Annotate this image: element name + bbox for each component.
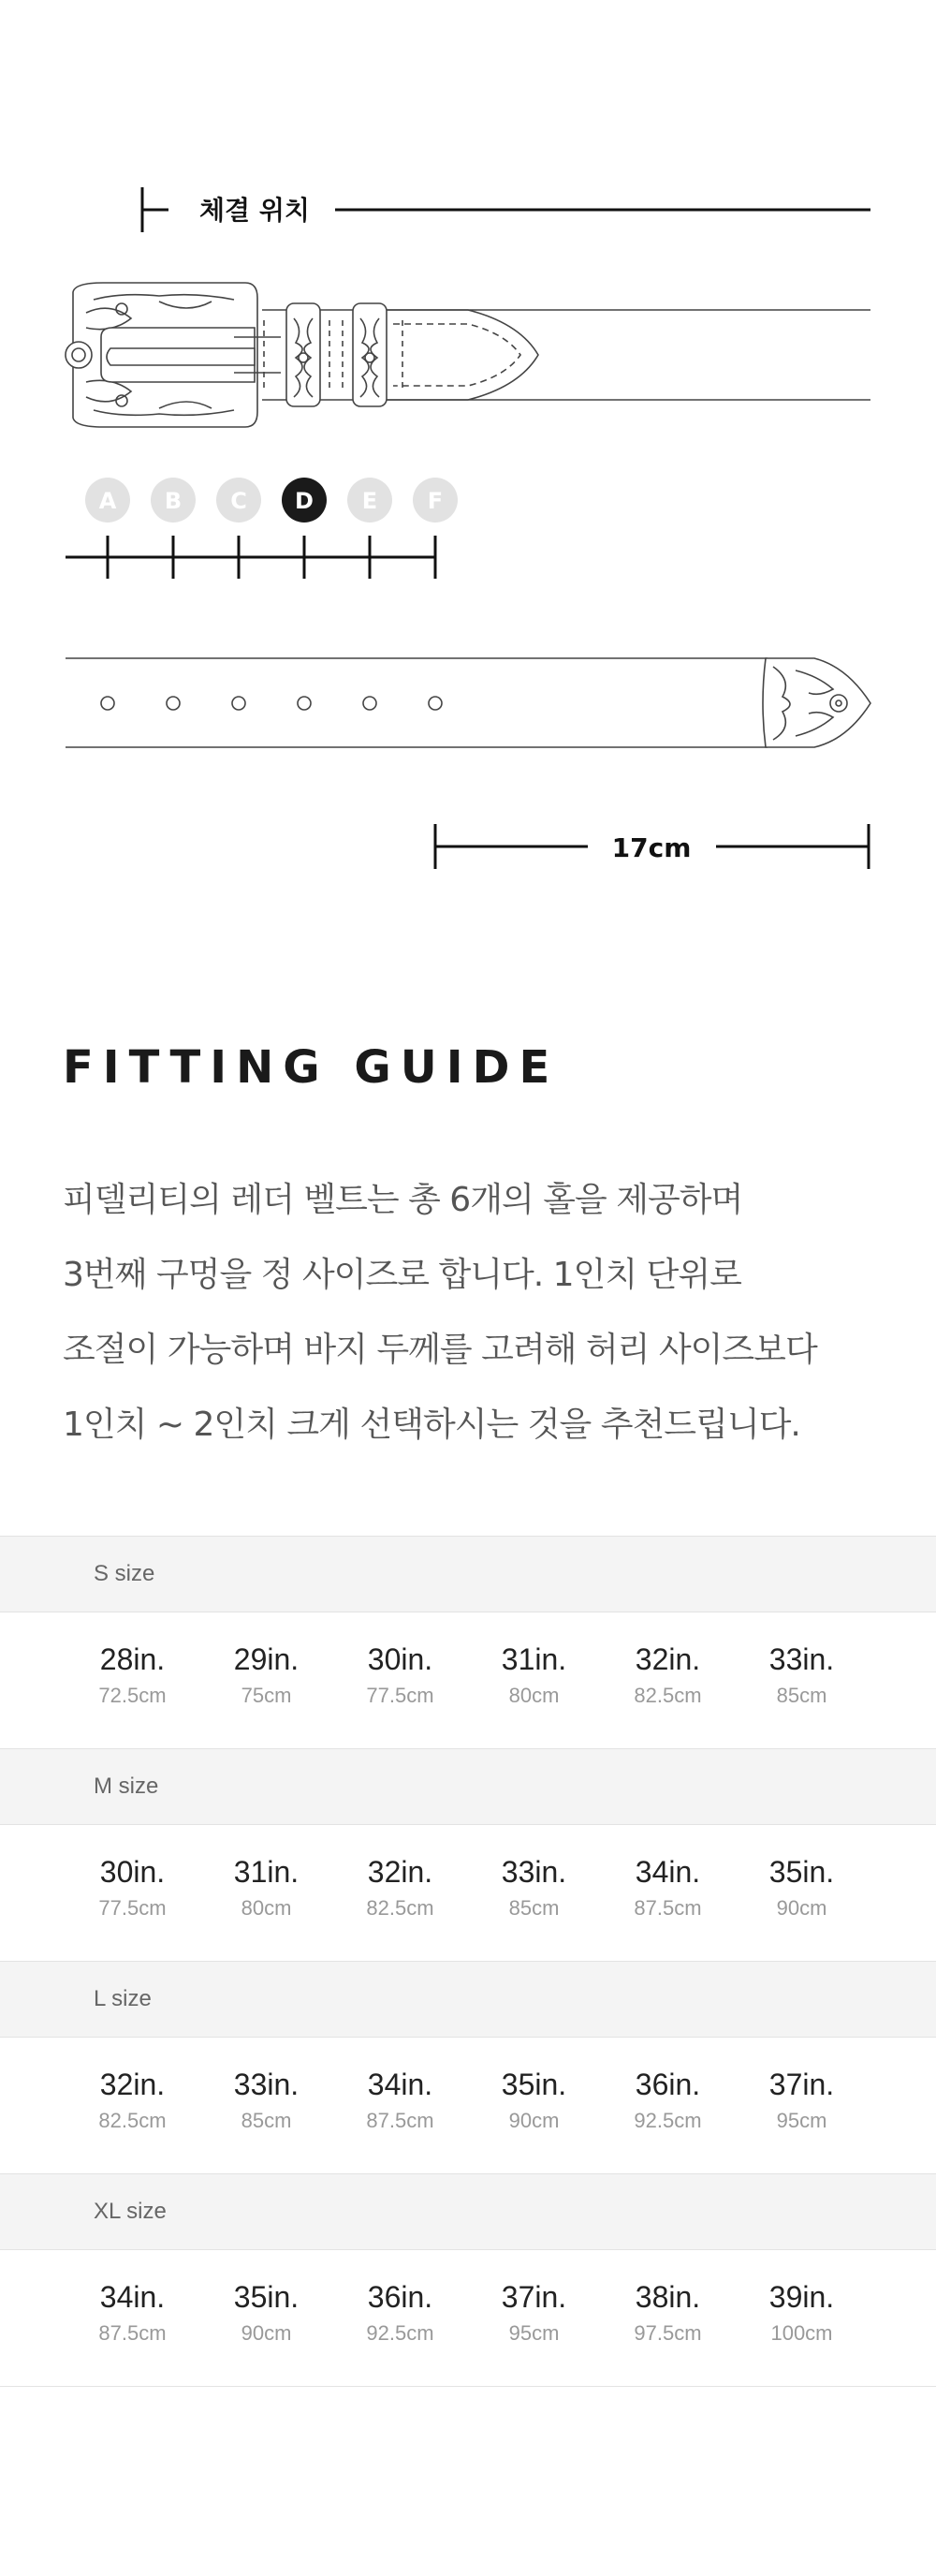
guide-line: 조절이 가능하며 바지 두께를 고려해 허리 사이즈보다	[63, 1331, 817, 1369]
size-cm: 90cm	[508, 2109, 560, 2132]
size-cell	[333, 2250, 467, 2386]
size-cm: 77.5cm	[366, 1684, 434, 1707]
size-inch: 35in.	[501, 2068, 567, 2101]
size-inch: 31in.	[501, 1642, 567, 1676]
svg-text:E: E	[361, 488, 378, 514]
size-row-m	[0, 1825, 936, 1961]
fitting-guide-title: FITTING GUIDE	[63, 1041, 560, 1094]
size-inch: 33in.	[233, 2068, 300, 2101]
svg-text:B: B	[164, 488, 183, 514]
size-cm: 85cm	[241, 2109, 292, 2132]
size-cell	[601, 2250, 735, 2386]
size-cm: 100cm	[770, 2321, 833, 2345]
size-inch: 39in.	[768, 2280, 835, 2314]
tip-length-label: 17cm	[611, 832, 692, 863]
hole-label-d-selected	[282, 478, 327, 523]
size-inch: 32in.	[99, 2068, 166, 2101]
hole-label-a	[85, 478, 130, 523]
svg-text:A: A	[98, 488, 117, 514]
size-cm: 80cm	[241, 1896, 292, 1920]
size-cm: 87.5cm	[366, 2109, 434, 2132]
size-cell	[601, 1612, 735, 1748]
size-inch: 35in.	[768, 1855, 835, 1889]
size-inch: 34in.	[99, 2280, 166, 2314]
size-cell	[333, 1825, 467, 1961]
size-cell	[66, 2250, 199, 2386]
size-cell	[735, 1612, 869, 1748]
size-cm: 75cm	[241, 1684, 292, 1707]
size-inch: 37in.	[768, 2068, 835, 2101]
size-cell	[601, 1825, 735, 1961]
size-cm: 82.5cm	[98, 2109, 167, 2132]
size-inch: 34in.	[367, 2068, 433, 2101]
size-cell	[199, 1612, 333, 1748]
size-inch: 32in.	[367, 1855, 433, 1889]
size-inch: 31in.	[233, 1855, 300, 1889]
size-inch: 30in.	[367, 1642, 433, 1676]
size-cell	[467, 2250, 601, 2386]
size-inch: 38in.	[635, 2280, 701, 2314]
svg-text:D: D	[295, 488, 314, 514]
size-cell	[735, 2038, 869, 2173]
size-cell	[735, 2250, 869, 2386]
size-cell	[66, 2038, 199, 2173]
size-cell	[199, 2250, 333, 2386]
size-cm: 80cm	[508, 1684, 560, 1707]
fasten-position-label: 체결 위치	[199, 195, 310, 226]
hole-label-b	[151, 478, 196, 523]
hole-label-c	[216, 478, 261, 523]
size-header-s: S size	[0, 1536, 936, 1612]
size-cell	[467, 2038, 601, 2173]
size-cm: 95cm	[776, 2109, 827, 2132]
size-cell	[735, 1825, 869, 1961]
size-cell	[333, 2038, 467, 2173]
hole-ruler	[66, 536, 435, 579]
fitting-guide-text	[63, 1163, 905, 1463]
size-row-s	[0, 1612, 936, 1748]
size-cm: 77.5cm	[98, 1896, 167, 1920]
size-inch: 33in.	[501, 1855, 567, 1889]
size-inch: 28in.	[99, 1642, 166, 1676]
size-cell	[467, 1825, 601, 1961]
size-inch: 36in.	[367, 2280, 433, 2314]
size-cell	[333, 1612, 467, 1748]
size-cm: 82.5cm	[366, 1896, 434, 1920]
belt-diagram	[0, 0, 936, 899]
size-cm: 85cm	[776, 1684, 827, 1707]
size-inch: 30in.	[99, 1855, 166, 1889]
size-cm: 92.5cm	[366, 2321, 434, 2345]
size-inch: 36in.	[635, 2068, 701, 2101]
size-inch: 35in.	[233, 2280, 300, 2314]
guide-line: 3번째 구멍을 정 사이즈로 합니다. 1인치 단위로	[63, 1256, 741, 1294]
svg-text:F: F	[427, 488, 444, 514]
size-cm: 92.5cm	[634, 2109, 702, 2132]
size-cm: 87.5cm	[634, 1896, 702, 1920]
size-inch: 29in.	[233, 1642, 300, 1676]
size-cm: 90cm	[241, 2321, 292, 2345]
size-cm: 82.5cm	[634, 1684, 702, 1707]
size-header-xl: XL size	[0, 2173, 936, 2250]
size-cm: 85cm	[508, 1896, 560, 1920]
size-cm: 87.5cm	[98, 2321, 167, 2345]
table-bottom-border	[0, 2386, 936, 2387]
size-cell	[199, 2038, 333, 2173]
size-cell	[66, 1612, 199, 1748]
svg-text:C: C	[230, 488, 247, 514]
belt-buckle-end	[66, 283, 870, 427]
size-header-l: L size	[0, 1961, 936, 2038]
size-cell	[66, 1825, 199, 1961]
hole-label-f	[413, 478, 458, 523]
size-header-m: M size	[0, 1748, 936, 1825]
size-cell	[601, 2038, 735, 2173]
size-row-xl	[0, 2250, 936, 2386]
size-cell	[467, 1612, 601, 1748]
size-cm: 97.5cm	[634, 2321, 702, 2345]
hole-label-e	[347, 478, 392, 523]
size-cm: 95cm	[508, 2321, 560, 2345]
size-inch: 34in.	[635, 1855, 701, 1889]
guide-line: 피델리티의 레더 벨트는 총 6개의 홀을 제공하며	[63, 1181, 743, 1219]
size-inch: 33in.	[768, 1642, 835, 1676]
belt-tip-end	[66, 658, 870, 747]
guide-line: 1인치 ~ 2인치 크게 선택하시는 것을 추천드립니다.	[63, 1406, 800, 1444]
size-cm: 90cm	[776, 1896, 827, 1920]
size-cell	[199, 1825, 333, 1961]
size-inch: 32in.	[635, 1642, 701, 1676]
size-cm: 72.5cm	[98, 1684, 167, 1707]
hole-labels	[85, 478, 458, 523]
size-table	[0, 1536, 936, 2387]
size-inch: 37in.	[501, 2280, 567, 2314]
size-row-l	[0, 2038, 936, 2173]
